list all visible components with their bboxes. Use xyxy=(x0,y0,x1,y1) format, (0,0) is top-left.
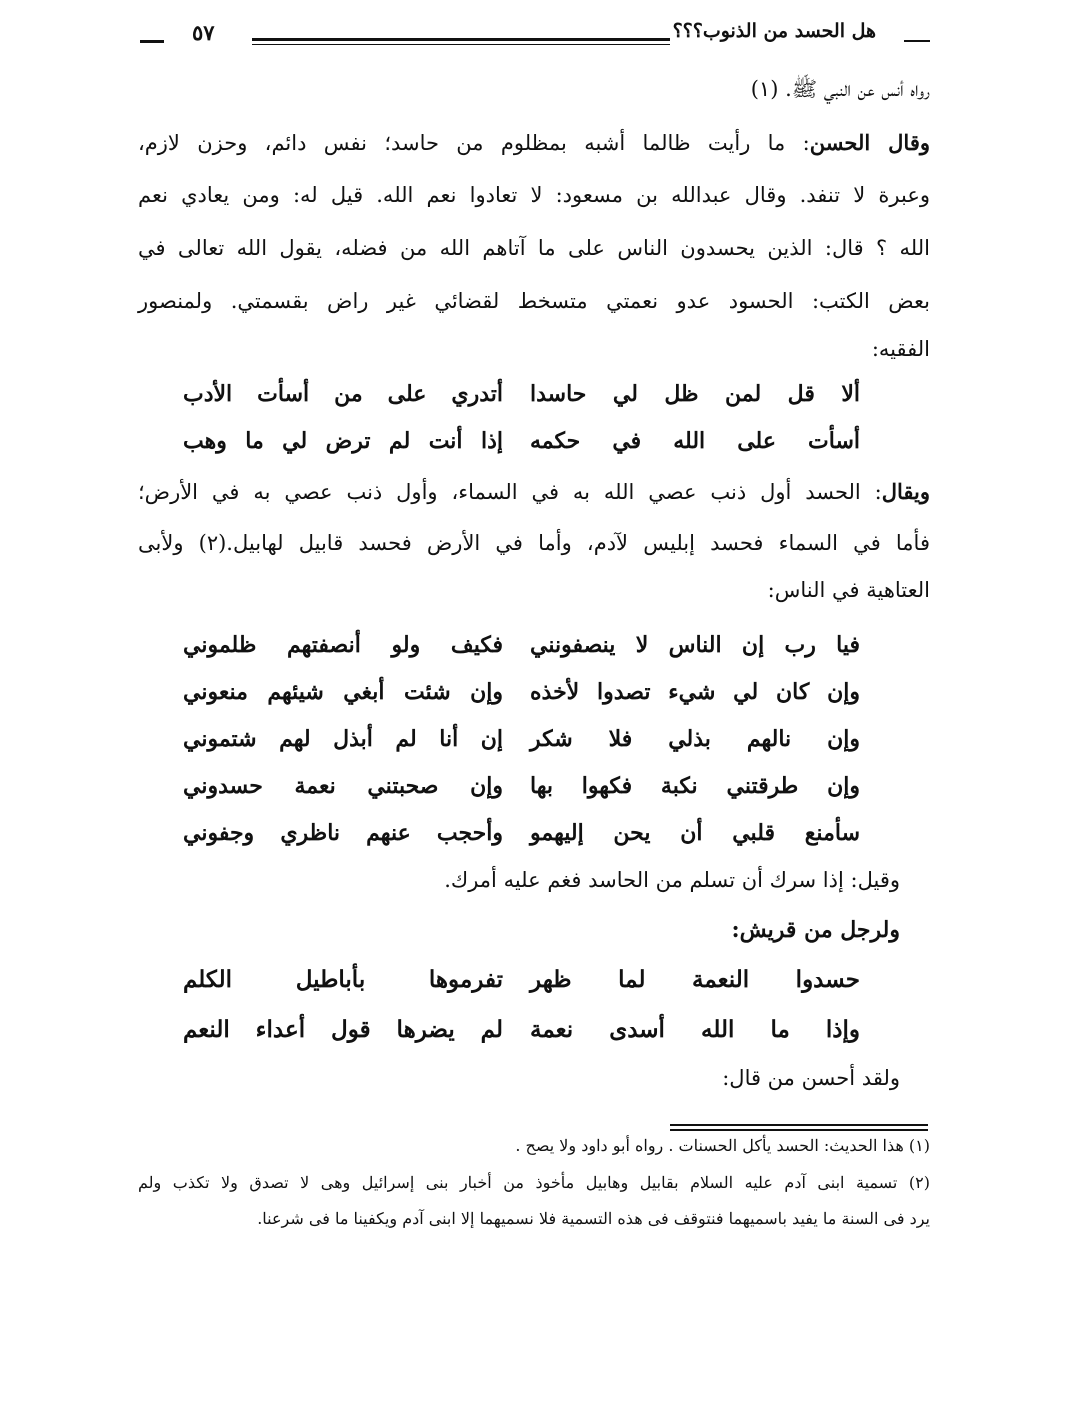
header-rule-thin xyxy=(252,44,670,45)
body-line-4: بعض الكتب: الحسود عدو نعمتي متسخط لقضائي غير راض بقسمتي. ولمنصور xyxy=(138,289,930,313)
footnote-rule xyxy=(670,1124,928,1126)
poem2-verse-3-first: وإن نالهم بذلي فلا شكر xyxy=(530,726,860,752)
header-title: هل الحسد من الذنوب؟؟؟ xyxy=(672,20,876,42)
poem1-verse-1-second: أتدري على من أسأت الأدب xyxy=(183,381,503,407)
footnote-1: (١) هذا الحديث: الحسد يأكل الحسنات . رواه أبو داود ولا يصح . xyxy=(515,1136,930,1155)
footnote-2-line-2: يرد فى السنة ما يفيد باسميهما فنتوقف فى هذه التسمية فلا نسميهما إلا ابنى آدم ويكفينا ما فى شرعنا. xyxy=(257,1209,930,1228)
footnote-rule-2 xyxy=(670,1129,928,1131)
poem1-verse-1-first: ألا قل لمن ظل لي حاسدا xyxy=(530,381,860,407)
body-line-7: فأما في السماء فحسد إبليس لآدم، وأما في الأرض فحسد قابيل لهابيل.(٢) ولأبى xyxy=(138,531,930,555)
poem2-verse-2-second: وإن شئت أبغي شيئهم منعوني xyxy=(183,679,503,705)
body-line-6-text: : الحسد أول ذنب عصي الله به في السماء، وأول ذنب عصي به في الأرض؛ xyxy=(138,480,882,504)
poem3-verse-2-first: وإذا ما الله أسدى نعمة xyxy=(530,1016,860,1043)
poem1-verse-2-second: إذا أنت لم ترض لي ما وهب xyxy=(183,428,503,454)
body-line-6 xyxy=(138,479,930,504)
footnote-2-line-1: (٢) تسمية ابنى آدم عليه السلام بقابيل وهابيل مأخوذ من أخبار بنى إسرائيل وهى لا تصدق ولا تكذب ولم xyxy=(138,1173,930,1192)
body-line-11: ولقد أحسن من قال: xyxy=(722,1066,900,1090)
body-line-1-text: : ما رأيت ظالما أشبه بمظلوم من حاسد؛ نفس دائم، وحزن لازم، xyxy=(138,131,810,155)
poem2-verse-5-second: وأحجب عنهم ناظري وجفوني xyxy=(183,820,503,846)
speaker-yuqal: ويقال xyxy=(881,479,930,504)
body-line-2: وعبرة لا تنفد. وقال عبدالله بن مسعود: لا تعادوا نعم الله. قيل له: ومن يعادي نعم xyxy=(138,183,930,207)
poem3-verse-2-second: لم يضرها قول أعداء النعم xyxy=(183,1016,503,1043)
header-dash-right xyxy=(904,40,930,42)
header-rule xyxy=(252,38,670,41)
running-header xyxy=(140,20,930,54)
body-line-narration: رواه أنس عن النبي ﷺ. (١) xyxy=(750,77,930,101)
poem3-verse-1-first: حسدوا النعمة لما ظهر xyxy=(530,966,860,993)
poem2-verse-4-second: وإن صحبتني نعمة حسدوني xyxy=(183,773,503,799)
poem2-verse-5-first: سأمنع قلبي أن يحن إليهمو xyxy=(530,820,860,846)
page-number: ٥٧ xyxy=(192,20,215,45)
body-line-3: الله ؟ قال: الذين يحسدون الناس على ما آتاهم الله من فضله، يقول الله تعالى في xyxy=(138,236,930,260)
poem3-verse-1-second: تفرموها بأباطيل الكلم xyxy=(183,966,503,993)
body-line-1 xyxy=(138,130,930,155)
poem2-verse-1-second: فكيف ولو أنصفتهم ظلموني xyxy=(183,632,503,658)
body-line-9: وقيل: إذا سرك أن تسلم من الحاسد فغم عليه أمرك. xyxy=(444,868,900,892)
header-dash-left xyxy=(140,40,164,43)
poem2-verse-2-first: وإن كان لي شيء تصدوا لأخذه xyxy=(530,679,860,705)
poem2-verse-4-first: وإن طرقتني نكبة فكهوا بها xyxy=(530,773,860,799)
speaker-hasan: وقال الحسن xyxy=(809,130,930,155)
body-line-10: ولرجل من قريش: xyxy=(731,917,900,943)
body-line-5: الفقيه: xyxy=(871,337,930,361)
poem2-verse-1-first: فيا رب إن الناس لا ينصفونني xyxy=(530,632,860,658)
body-line-8: العتاهية في الناس: xyxy=(767,578,930,602)
poem1-verse-2-first: أسأت على الله في حكمه xyxy=(530,428,860,454)
poem2-verse-3-second: إن أنا لم أبذل لهم شتموني xyxy=(183,726,503,752)
